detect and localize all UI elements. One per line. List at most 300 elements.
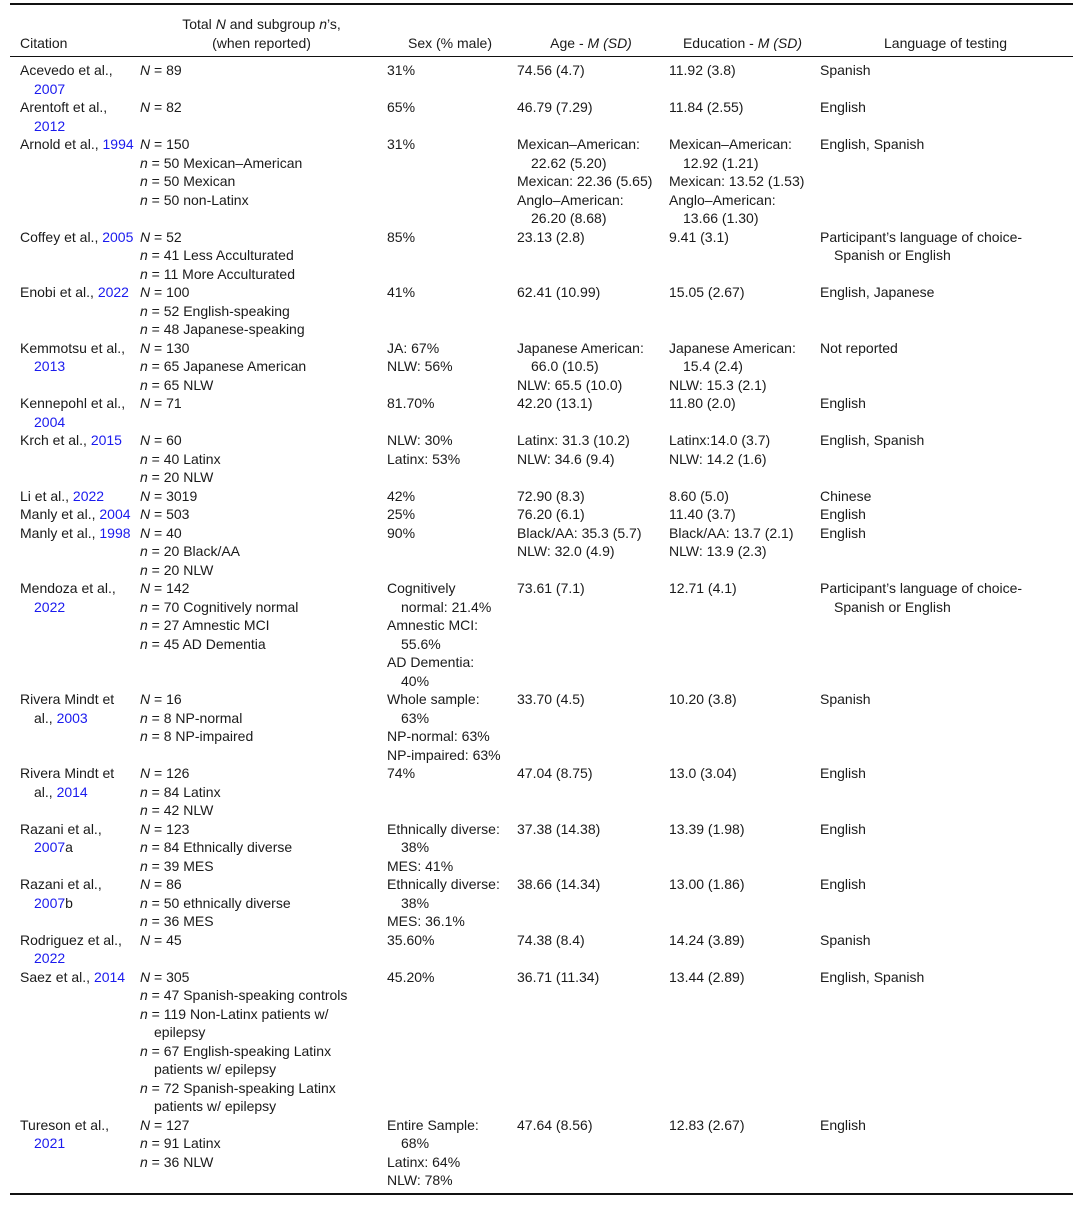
sample-symbol: n: [140, 1135, 148, 1151]
header-text: (SD): [773, 34, 803, 51]
sex-entry: NP-impaired: 63%: [387, 746, 501, 763]
citation-cell: [10, 690, 138, 764]
language-cell: [818, 505, 1073, 524]
citation: [20, 61, 134, 98]
sample-size-entry: [140, 894, 383, 913]
age-entry: 36.71 (11.34): [517, 968, 600, 985]
sample-text: = 47 Spanish-speaking controls: [147, 987, 348, 1003]
sample-text: = 150: [150, 136, 190, 152]
sample-text: = 41 Less Acculturated: [147, 247, 294, 263]
age-cell: [515, 579, 667, 690]
sample-size-entry: [140, 228, 383, 247]
sex-entry: 74%: [387, 765, 416, 781]
sex-entry: 65%: [387, 99, 416, 115]
age-cell: [515, 524, 667, 580]
sample-text: = 67 English-speaking Latinx patients w/ epilepsy: [147, 1042, 332, 1077]
education-entry: Mexican–American: 12.92 (1.21): [669, 136, 792, 171]
citation: [20, 931, 134, 968]
citation-year-link[interactable]: 2007: [34, 839, 66, 855]
sample-size-entry: [140, 1005, 383, 1042]
citation-year-link[interactable]: 1998: [99, 524, 131, 541]
language-cell: [818, 394, 1073, 431]
sample-size-entry: [140, 1153, 383, 1172]
sample-symbol: n: [140, 857, 148, 874]
sex-cell: [385, 524, 515, 580]
table-row: [10, 283, 1073, 339]
citation: [20, 135, 134, 154]
language-entry: Participant’s language of choice- Spanish or English: [820, 228, 1023, 263]
language-cell: [818, 690, 1073, 764]
sample-size-cell: [138, 57, 385, 99]
sample-symbol: n: [140, 543, 148, 559]
language-entry: Spanish: [820, 691, 871, 707]
sample-size-entry: [140, 838, 383, 857]
sex-cell: [385, 98, 515, 135]
sample-text: = 27 Amnestic MCI: [147, 617, 270, 633]
citation: [20, 524, 134, 543]
sample-size-entry: [140, 191, 383, 210]
age-cell: [515, 1116, 667, 1194]
education-entry: Latinx:14.0 (3.7): [669, 432, 771, 448]
age-entry: 73.61 (7.1): [517, 580, 585, 596]
sample-size-entry: [140, 302, 383, 321]
education-cell: [667, 283, 818, 339]
sample-symbol: N: [140, 820, 151, 837]
sample-symbol: N: [140, 339, 151, 356]
sample-size-entry: [140, 709, 383, 728]
citation-suffix: b: [65, 894, 73, 911]
table-row: [10, 98, 1073, 135]
citation-cell: [10, 283, 138, 339]
language-cell: [818, 228, 1073, 284]
age-cell: [515, 394, 667, 431]
sample-text: = 42 NLW: [147, 802, 214, 818]
sample-symbol: n: [140, 173, 148, 189]
citation-authors: Coffey et al.,: [20, 228, 103, 245]
sample-text: = 39 MES: [147, 857, 214, 874]
citation: [20, 820, 134, 857]
sample-text: = 52: [150, 228, 182, 245]
sex-cell: [385, 135, 515, 228]
sample-size-entry: [140, 579, 383, 598]
age-entry: 74.38 (8.4): [517, 931, 585, 948]
citation-year-link[interactable]: 2014: [56, 783, 88, 800]
citation-year-link[interactable]: 1994: [102, 136, 134, 152]
sample-text: = 20 NLW: [147, 469, 214, 485]
sample-symbol: N: [140, 580, 151, 596]
header-text: n: [319, 16, 328, 32]
education-entry: 13.44 (2.89): [669, 968, 745, 985]
sample-size-entry: [140, 61, 383, 80]
language-entry: English: [820, 524, 866, 541]
sample-symbol: n: [140, 635, 148, 652]
age-entry: NLW: 65.5 (10.0): [517, 376, 623, 393]
age-entry: 47.04 (8.75): [517, 765, 593, 781]
language-entry: Chinese: [820, 487, 872, 504]
age-entry: NLW: 32.0 (4.9): [517, 543, 615, 559]
citation-suffix: a: [65, 839, 73, 855]
sex-cell: [385, 339, 515, 395]
sample-size-cell: [138, 820, 385, 876]
sex-entry: 85%: [387, 228, 416, 245]
header-text: M: [587, 34, 600, 51]
age-cell: [515, 820, 667, 876]
sample-size-entry: [140, 1079, 383, 1116]
sample-text: = 86: [150, 876, 182, 892]
sample-symbol: n: [140, 469, 148, 485]
sample-size-cell: [138, 98, 385, 135]
citation-cell: [10, 1116, 138, 1194]
sample-size-cell: [138, 283, 385, 339]
table-row: [10, 1116, 1073, 1194]
sample-symbol: n: [140, 802, 148, 818]
language-cell: [818, 524, 1073, 580]
education-entry: Mexican: 13.52 (1.53): [669, 173, 805, 189]
sex-entry: NLW: 56%: [387, 358, 453, 374]
sample-symbol: n: [140, 598, 148, 615]
sex-entry: 31%: [387, 62, 416, 78]
age-entry: 23.13 (2.8): [517, 228, 585, 245]
sample-size-cell: [138, 968, 385, 1116]
citation: [20, 764, 134, 801]
education-cell: [667, 431, 818, 487]
education-entry: 11.92 (3.8): [669, 62, 736, 78]
citation-authors: Kemmotsu et al.,: [20, 339, 126, 356]
sample-text: = 100: [150, 284, 190, 300]
citation-cell: [10, 524, 138, 580]
language-cell: [818, 579, 1073, 690]
sex-cell: [385, 875, 515, 931]
sample-text: = 50 Mexican: [147, 173, 236, 189]
language-cell: [818, 431, 1073, 487]
citation-authors: Razani et al.,: [20, 820, 102, 837]
citation-cell: [10, 228, 138, 284]
citation-year-link[interactable]: 2022: [34, 598, 66, 615]
sex-entry: 42%: [387, 487, 416, 504]
sample-text: = 50 non-Latinx: [147, 191, 249, 208]
age-cell: [515, 283, 667, 339]
language-entry: Spanish: [820, 931, 871, 948]
sample-symbol: n: [140, 728, 148, 744]
sample-size-entry: [140, 912, 383, 931]
demographics-table: [10, 3, 1073, 1195]
sample-text: = 126: [150, 765, 190, 781]
citation-year-link[interactable]: 2022: [72, 487, 105, 504]
citation-year-link[interactable]: 2015: [90, 432, 122, 448]
citation-authors: Arnold et al.,: [20, 136, 103, 152]
age-entry: 42.20 (13.1): [517, 395, 593, 411]
table-row: [10, 228, 1073, 284]
table-row: [10, 931, 1073, 968]
citation-cell: [10, 135, 138, 228]
sample-symbol: N: [140, 395, 151, 411]
sample-size-cell: [138, 764, 385, 820]
education-cell: [667, 764, 818, 820]
language-entry: Not reported: [820, 339, 898, 356]
education-entry: 11.84 (2.55): [669, 99, 744, 115]
citation-year-link[interactable]: 2004: [99, 506, 131, 522]
citation: [20, 98, 134, 135]
citation-cell: [10, 968, 138, 1116]
table-row: [10, 820, 1073, 876]
citation-authors: Rodriguez et al.,: [20, 931, 122, 948]
sample-text: = 45 AD Dementia: [147, 635, 266, 652]
sample-size-cell: [138, 228, 385, 284]
sample-symbol: n: [140, 1079, 148, 1096]
language-cell: [818, 1116, 1073, 1194]
age-entry: 72.90 (8.3): [517, 487, 585, 504]
table-row: [10, 431, 1073, 487]
sex-entry: NLW: 30%: [387, 432, 453, 448]
sample-text: = 36 MES: [147, 913, 214, 929]
sample-text: = 123: [150, 820, 190, 837]
sex-cell: [385, 690, 515, 764]
citation-year-link[interactable]: 2005: [102, 228, 134, 245]
sample-size-entry: [140, 690, 383, 709]
education-cell: [667, 57, 818, 99]
age-entry: 33.70 (4.5): [517, 691, 585, 707]
citation: [20, 1116, 134, 1153]
sample-text: = 84 Ethnically diverse: [147, 839, 293, 855]
sample-size-entry: [140, 135, 383, 154]
table-row: [10, 875, 1073, 931]
sample-symbol: n: [140, 561, 148, 578]
citation: [20, 339, 134, 376]
education-cell: [667, 135, 818, 228]
sample-size-cell: [138, 394, 385, 431]
sample-text: = 65 Japanese American: [147, 358, 307, 374]
language-entry: English: [820, 765, 866, 781]
sex-entry: MES: 36.1%: [387, 913, 465, 929]
sex-cell: [385, 57, 515, 99]
citation-year-link[interactable]: 2021: [34, 1135, 66, 1151]
sample-symbol: N: [140, 506, 151, 522]
citation-cell: [10, 57, 138, 99]
citation-year-link[interactable]: 2012: [34, 117, 66, 134]
sample-text: = 130: [150, 339, 190, 356]
citation-year-link[interactable]: 2022: [34, 950, 66, 966]
language-entry: Participant’s language of choice- Spanish or English: [820, 580, 1023, 615]
citation-cell: [10, 394, 138, 431]
age-entry: Mexican: 22.36 (5.65): [517, 173, 653, 189]
sample-text: = 142: [150, 580, 190, 596]
sex-entry: 41%: [387, 284, 416, 300]
sample-text: = 65 NLW: [147, 376, 214, 393]
citation: [20, 579, 134, 616]
sample-size-entry: [140, 246, 383, 265]
sample-symbol: N: [140, 99, 151, 115]
sex-cell: [385, 968, 515, 1116]
sample-size-cell: [138, 487, 385, 506]
language-cell: [818, 98, 1073, 135]
sample-text: = 3019: [150, 487, 198, 504]
age-cell: [515, 505, 667, 524]
language-entry: English: [820, 395, 866, 411]
citation-authors: Tureson et al.,: [20, 1116, 109, 1133]
citation-authors: Mendoza et al.,: [20, 580, 116, 596]
sample-size-cell: [138, 875, 385, 931]
sample-text: = 127: [150, 1116, 190, 1133]
sex-entry: 31%: [387, 136, 416, 152]
sex-entry: NLW: 78%: [387, 1172, 453, 1188]
sample-size-entry: [140, 283, 383, 302]
education-cell: [667, 228, 818, 284]
education-entry: 12.83 (2.67): [669, 1116, 745, 1133]
age-cell: [515, 431, 667, 487]
sample-size-entry: [140, 968, 383, 987]
age-cell: [515, 931, 667, 968]
sex-entry: 81.70%: [387, 395, 435, 411]
sample-symbol: N: [140, 487, 151, 504]
citation-year-link[interactable]: 2007: [34, 80, 66, 97]
sample-size-entry: [140, 598, 383, 617]
header-text: (when reported): [212, 34, 311, 51]
sample-size-entry: [140, 524, 383, 543]
sample-text: = 82: [150, 99, 182, 115]
sex-entry: Latinx: 64%: [387, 1153, 461, 1170]
sample-text: = 72 Spanish-speaking Latinx patients w/ epilepsy: [147, 1079, 336, 1114]
citation: [20, 283, 134, 302]
sex-cell: [385, 579, 515, 690]
citation-cell: [10, 931, 138, 968]
sex-cell: [385, 487, 515, 506]
sex-entry: Whole sample: 63%: [387, 691, 480, 726]
citation-authors: Arentoft et al.,: [20, 99, 108, 115]
age-cell: [515, 135, 667, 228]
citation-authors: Krch et al.,: [20, 432, 91, 448]
sample-size-cell: [138, 524, 385, 580]
sex-entry: 25%: [387, 506, 416, 522]
table-row: [10, 968, 1073, 1116]
education-cell: [667, 690, 818, 764]
sex-entry: Ethnically diverse: 38%: [387, 820, 500, 855]
sample-text: = 119 Non-Latinx patients w/ epilepsy: [147, 1005, 329, 1040]
citation-cell: [10, 339, 138, 395]
sample-text: = 84 Latinx: [147, 783, 221, 800]
citation-authors: Rivera Mindt et al.,: [20, 765, 115, 800]
header-text: N: [215, 16, 226, 32]
citation-year-link[interactable]: 2014: [93, 968, 126, 985]
age-entry: 47.64 (8.56): [517, 1116, 593, 1133]
sample-symbol: n: [140, 783, 148, 800]
education-entry: 13.00 (1.86): [669, 876, 745, 892]
citation-year-link[interactable]: 2007: [34, 894, 66, 911]
sample-text: = 40 Latinx: [147, 450, 221, 467]
sex-entry: JA: 67%: [387, 339, 440, 356]
sex-cell: [385, 394, 515, 431]
education-entry: 15.05 (2.67): [669, 284, 745, 300]
sample-text: = 60: [150, 432, 182, 448]
sample-symbol: N: [140, 136, 151, 152]
education-entry: 8.60 (5.0): [669, 487, 729, 504]
age-cell: [515, 57, 667, 99]
sex-entry: MES: 41%: [387, 857, 454, 874]
header-text: M: [757, 34, 770, 51]
sample-text: = 305: [150, 968, 190, 985]
sex-cell: [385, 431, 515, 487]
sex-entry: 35.60%: [387, 931, 435, 948]
citation-authors: Enobi et al.,: [20, 284, 98, 300]
sample-text: = 20 Black/AA: [147, 543, 241, 559]
sex-cell: [385, 505, 515, 524]
table-row: [10, 764, 1073, 820]
sample-size-entry: [140, 857, 383, 876]
sex-entry: Ethnically diverse: 38%: [387, 876, 500, 911]
education-entry: Black/AA: 13.7 (2.1): [669, 524, 794, 541]
age-entry: Black/AA: 35.3 (5.7): [517, 524, 642, 541]
table-row: [10, 135, 1073, 228]
sample-symbol: N: [140, 432, 151, 448]
education-entry: NLW: 13.9 (2.3): [669, 543, 767, 559]
education-cell: [667, 505, 818, 524]
column-header-sample-size: [138, 4, 385, 57]
education-cell: [667, 394, 818, 431]
citation-year-link[interactable]: 2004: [34, 413, 66, 430]
sample-symbol: n: [140, 247, 148, 263]
education-entry: 12.71 (4.1): [669, 580, 737, 596]
language-cell: [818, 283, 1073, 339]
sample-size-entry: [140, 783, 383, 802]
citation-year-link[interactable]: 2022: [97, 284, 129, 300]
header-text: Language of testing: [884, 34, 1007, 51]
sample-size-entry: [140, 727, 383, 746]
citation-year-link[interactable]: 2003: [56, 709, 88, 726]
citation: [20, 968, 134, 987]
sex-cell: [385, 228, 515, 284]
citation-authors: Saez et al.,: [20, 968, 94, 985]
sample-size-entry: [140, 1042, 383, 1079]
sex-entry: 90%: [387, 524, 416, 541]
table-body: [10, 57, 1073, 1194]
age-cell: [515, 764, 667, 820]
language-entry: English: [820, 506, 866, 522]
sample-text: = 52 English-speaking: [147, 302, 290, 319]
sample-size-cell: [138, 579, 385, 690]
citation: [20, 505, 134, 524]
age-entry: Mexican–American: 22.62 (5.20): [517, 136, 640, 171]
sample-text: = 8 NP-impaired: [147, 728, 254, 744]
citation-year-link[interactable]: 2013: [34, 358, 66, 374]
header-text: Age -: [550, 34, 588, 51]
header-text: and subgroup: [225, 16, 320, 32]
sample-size-entry: [140, 635, 383, 654]
language-cell: [818, 931, 1073, 968]
header-text: ’s,: [327, 16, 341, 32]
citation-authors: Manly et al.,: [20, 524, 100, 541]
sample-size-entry: [140, 875, 383, 894]
sample-symbol: n: [140, 358, 148, 374]
sample-text: = 36 NLW: [147, 1153, 214, 1170]
sample-text: = 16: [150, 691, 182, 707]
sample-size-entry: [140, 468, 383, 487]
language-entry: English, Spanish: [820, 136, 925, 152]
language-entry: English: [820, 820, 866, 837]
education-entry: NLW: 15.3 (2.1): [669, 376, 767, 393]
age-entry: Japanese American: 66.0 (10.5): [517, 339, 644, 374]
sample-symbol: n: [140, 839, 148, 855]
age-entry: 74.56 (4.7): [517, 62, 585, 78]
age-entry: 37.38 (14.38): [517, 820, 601, 837]
column-header-language: [818, 4, 1073, 57]
header-text: Sex (% male): [407, 34, 493, 51]
education-cell: [667, 968, 818, 1116]
education-entry: 10.20 (3.8): [669, 691, 737, 707]
sample-size-cell: [138, 690, 385, 764]
age-entry: Latinx: 31.3 (10.2): [517, 432, 630, 448]
citation-authors: Manly et al.,: [20, 506, 100, 522]
column-header-education: [667, 4, 818, 57]
age-entry: 62.41 (10.99): [517, 284, 601, 300]
